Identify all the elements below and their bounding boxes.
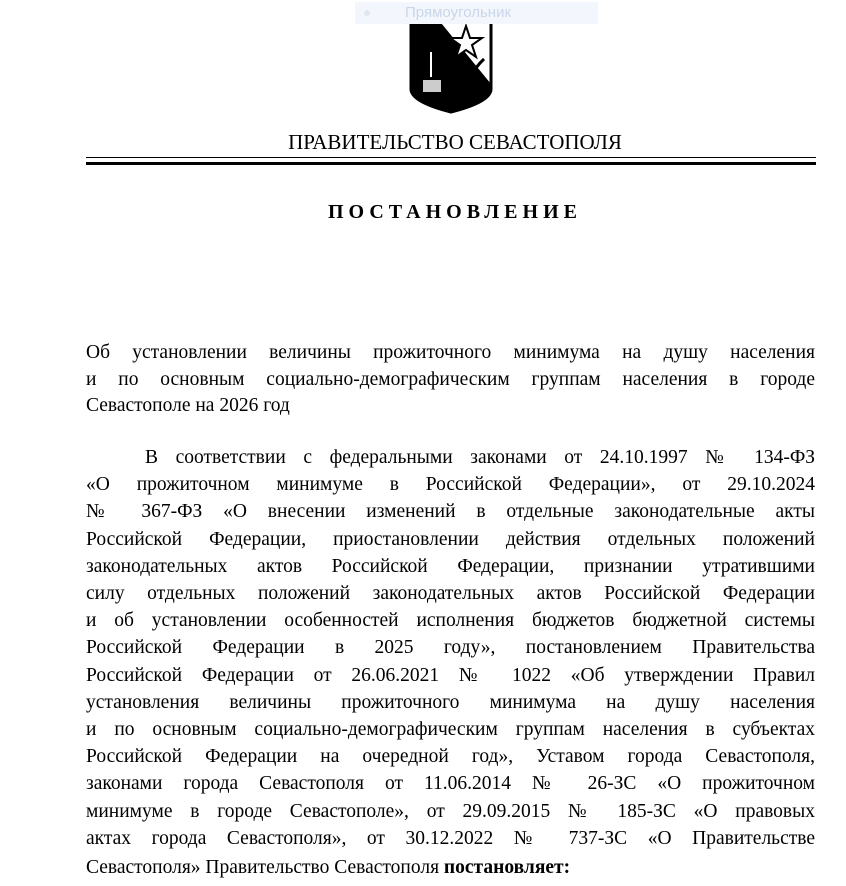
body-line: Российской Федерации в 2025 году», постановлением Правительства	[86, 637, 815, 659]
tooltip-text: Прямоугольник	[405, 4, 512, 21]
subject-line: Севастополе на 2026 год	[86, 395, 290, 416]
body-line: и по основным социально-демографическим группам населения в субъектах	[86, 719, 815, 740]
document-type: ПОСТАНОВЛЕНИЕ	[328, 201, 582, 223]
body-line	[86, 857, 815, 879]
body-line: силу отдельных положений законодательных актов Российской Федерации	[86, 583, 815, 604]
body-line: «О прожиточном минимуме в Российской Федерации», от 29.10.2024	[86, 474, 815, 496]
tooltip	[355, 2, 598, 24]
divider	[86, 162, 816, 165]
body-line: и об установлении особенностей исполнения бюджетов бюджетной системы	[86, 610, 815, 632]
organization-name: ПРАВИТЕЛЬСТВО СЕВАСТОПОЛЯ	[288, 130, 622, 154]
bullet-icon	[364, 10, 370, 16]
resolution-word: постановляет:	[443, 857, 571, 878]
body-line: актах города Севастополя», от 30.12.2022 № 737-ЗС «О Правительстве	[86, 827, 815, 849]
body-line: законами города Севастополя от 11.06.2014 № 26-ЗС «О прожиточном	[86, 773, 815, 795]
subject-line: и по основным социально-демографическим группам населения в городе	[86, 368, 815, 390]
body-line: законодательных актов Российской Федерации, признании утратившими	[86, 555, 815, 577]
body-line: Российской Федерации от 26.06.2021 № 1022 «Об утверждении Правил	[86, 664, 815, 686]
body-line: Российской Федерации на очередной год», Уставом города Севастополя,	[86, 746, 815, 768]
body-text: Севастополя» Правительство Севастополя	[86, 857, 444, 878]
subject-line: Об установлении величины прожиточного минимума на душу населения	[86, 342, 815, 363]
body-line: В соответствии с федеральными законами от 24.10.1997 № 134-ФЗ	[145, 447, 815, 468]
body-line: Российской Федерации, приостановлении действия отдельных положений	[86, 528, 815, 550]
divider	[86, 157, 816, 158]
body-line: установления величины прожиточного минимума на душу населения	[86, 691, 815, 713]
body-line: минимуме в городе Севастополе», от 29.09.2015 № 185-ЗС «О правовых	[86, 800, 815, 822]
body-line: № 367-ФЗ «О внесении изменений в отдельные законодательные акты	[86, 501, 815, 523]
